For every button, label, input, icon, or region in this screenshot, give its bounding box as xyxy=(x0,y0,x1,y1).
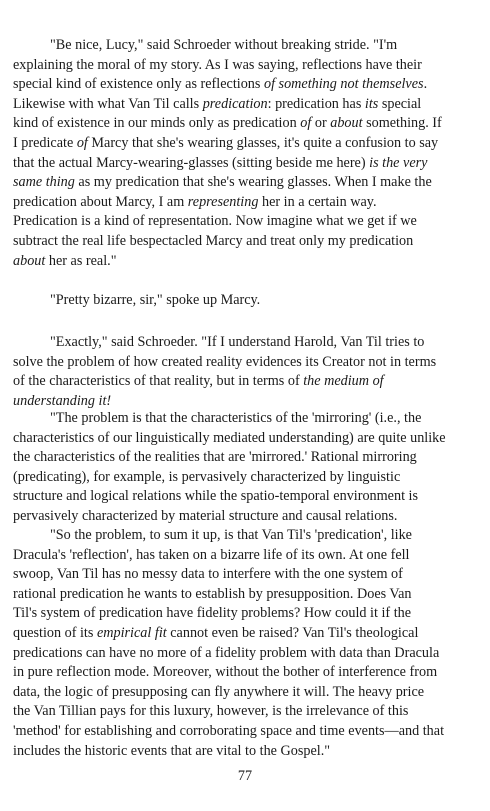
text-line xyxy=(13,75,483,95)
text-run: in pure reflection mode. Moreover, without the bother of interference from xyxy=(13,664,438,681)
text-line xyxy=(13,154,483,174)
italic-text-run: predication xyxy=(202,95,268,112)
italic-text-run: its xyxy=(364,95,379,112)
italic-text-run: representing xyxy=(187,193,259,210)
text-line xyxy=(13,291,483,311)
text-run: "Exactly," said Schroeder. "If I understand Harold, Van Til tries to xyxy=(50,334,425,350)
text-line xyxy=(13,468,483,488)
text-line xyxy=(13,448,483,468)
paragraph-marcy-reply xyxy=(13,291,483,311)
text-line xyxy=(13,663,483,683)
text-line xyxy=(13,644,483,664)
text-run: Likewise with what Van Til calls xyxy=(13,95,203,112)
text-run: subtract the real life bespectacled Marcy and treat only my predication xyxy=(13,232,414,249)
text-line xyxy=(13,604,483,624)
text-line xyxy=(13,114,483,134)
text-line xyxy=(13,95,483,115)
text-run: "Be nice, Lucy," said Schroeder without breaking stride. "I'm xyxy=(50,37,398,53)
text-line xyxy=(13,683,483,703)
text-line xyxy=(13,429,483,449)
italic-text-run: of something not themselves xyxy=(263,76,424,93)
text-run: predications can have no more of a fidelity problem with data than Dracula xyxy=(13,644,440,661)
text-run: her as real." xyxy=(45,252,117,269)
text-run: of the characteristics of that reality, but in terms of xyxy=(13,373,304,390)
text-run: explaining the moral of my story. As I was saying, reflections have their xyxy=(13,56,422,73)
text-run: the characteristics of the realities that are 'mirrored.' Rational mirroring xyxy=(13,449,417,466)
text-run: : predication has xyxy=(267,95,365,112)
italic-text-run: of xyxy=(300,115,312,132)
text-line xyxy=(13,526,483,546)
text-run: includes the historic events that are vital to the Gospel." xyxy=(13,742,331,759)
text-line xyxy=(13,507,483,527)
text-run: Marcy that she's wearing glasses, it's quite a confusion to say xyxy=(87,134,439,151)
text-line xyxy=(13,36,483,56)
text-line xyxy=(13,742,483,762)
text-run: cannot even be raised? Van Til's theological xyxy=(166,624,419,641)
text-run: as my predication that she's wearing glasses. When I make the xyxy=(74,174,432,191)
italic-text-run: about xyxy=(13,252,46,269)
page-number: 77 xyxy=(237,768,253,784)
paragraph-schroeder-exactly xyxy=(13,333,483,411)
text-run: predication about Marcy, I am xyxy=(13,193,188,210)
text-line xyxy=(13,212,483,232)
text-run: rational predication he wants to establish by presupposition. Does Van xyxy=(13,585,412,602)
text-run: special xyxy=(378,95,422,112)
text-line xyxy=(13,565,483,585)
text-run: 'method' for establishing and corroborating space and time events—and that xyxy=(13,722,445,739)
text-run: (predicating), for example, is pervasively characterized by linguistic xyxy=(13,468,401,485)
italic-text-run: empirical fit xyxy=(96,624,167,641)
text-run: "So the problem, to sum it up, is that Van Til's 'predication', like xyxy=(50,527,412,543)
text-line xyxy=(13,702,483,722)
text-line xyxy=(13,624,483,644)
text-run: . xyxy=(423,76,428,93)
text-line xyxy=(13,193,483,213)
paragraph-mirroring-problem xyxy=(13,409,483,527)
text-run: swoop, Van Til has no messy data to interfere with the one system of xyxy=(13,566,403,583)
text-run: Dracula's 'reflection', has taken on a bizarre life of its own. At one fell xyxy=(13,546,410,563)
text-line xyxy=(13,585,483,605)
italic-text-run: understanding it! xyxy=(13,392,112,409)
text-line xyxy=(13,722,483,742)
text-run: solve the problem of how created reality evidences its Creator not in terms xyxy=(13,353,437,370)
text-run: something. If xyxy=(362,115,442,132)
text-run: characteristics of our linguistically mediated understanding) are quite unlike xyxy=(13,429,446,446)
text-run: structure and logical relations while the spatio-temporal environment is xyxy=(13,488,419,505)
italic-text-run: about xyxy=(330,115,363,132)
text-line xyxy=(13,56,483,76)
text-line xyxy=(13,546,483,566)
text-line xyxy=(13,173,483,193)
text-line xyxy=(13,134,483,154)
text-run: that the actual Marcy-wearing-glasses (sitting beside me here) xyxy=(13,154,370,171)
text-run: Predication is a kind of representation. Now imagine what we get if we xyxy=(13,213,417,230)
text-run: data, the logic of presupposing can fly anywhere it will. The heavy price xyxy=(13,683,425,700)
text-line xyxy=(13,372,483,392)
paragraph-summary xyxy=(13,526,483,761)
italic-text-run: same thing xyxy=(13,174,75,191)
italic-text-run: the medium of xyxy=(303,373,384,390)
text-line xyxy=(13,409,483,429)
text-line xyxy=(13,333,483,353)
text-run: or xyxy=(311,115,331,132)
text-run: kind of existence in our minds only as predication xyxy=(13,115,301,132)
text-run: Til's system of predication have fidelity problems? How could it if the xyxy=(13,605,412,622)
text-run: "Pretty bizarre, sir," spoke up Marcy. xyxy=(50,292,261,308)
text-line xyxy=(13,487,483,507)
text-line xyxy=(13,252,483,272)
text-run: "The problem is that the characteristics of the 'mirroring' (i.e., the xyxy=(50,410,422,426)
paragraph-schroeder-moral xyxy=(13,36,483,271)
text-line xyxy=(13,232,483,252)
text-run: special kind of existence only as reflections xyxy=(13,76,264,93)
text-run: question of its xyxy=(13,624,97,641)
text-run: the Van Tillian pays for this luxury, however, is the irrelevance of this xyxy=(13,703,409,720)
italic-text-run: of xyxy=(76,134,88,151)
text-run: pervasively characterized by material structure and causal relations. xyxy=(13,507,398,524)
text-line xyxy=(13,353,483,373)
text-run: her in a certain way. xyxy=(258,193,377,210)
text-run: I predicate xyxy=(13,134,77,151)
italic-text-run: is the very xyxy=(369,154,428,171)
